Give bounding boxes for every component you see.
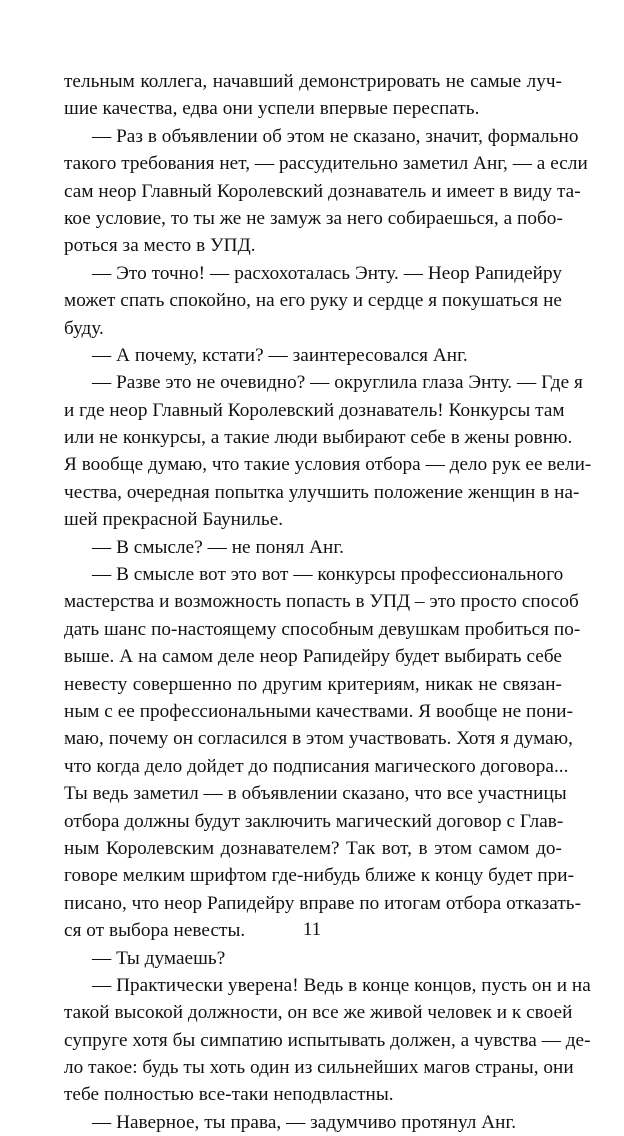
text-line: — В смысле вот это вот — конкурсы профессионального bbox=[92, 564, 564, 586]
text-line: отбора должны будут заключить магический договор с Глав- bbox=[64, 810, 564, 832]
text-line: сам неор Главный Королевский дознаватель и имеет в виду та- bbox=[64, 180, 581, 202]
text-line: ным Королевским дознавателем? Так вот, в этом самом до- bbox=[64, 837, 562, 859]
text-line: кое условие, то ты же не замуж за него собираешься, а побо- bbox=[64, 207, 563, 229]
text-line: может спать спокойно, на его руку и сердце я покушаться не bbox=[64, 290, 562, 312]
text-line: мастерства и возможность попасть в УПД – это просто способ bbox=[64, 591, 579, 613]
text-line: — В смысле? — не понял Анг. bbox=[92, 536, 344, 558]
text-line: дать шанс по-настоящему способным девушкам пробиться по- bbox=[64, 618, 581, 640]
text-line: невесту совершенно по другим критериям, никак не связан- bbox=[64, 673, 562, 695]
text-line: тебе полностью все-таки неподвластны. bbox=[64, 1084, 394, 1106]
text-line: писано, что неор Рапидейру вправе по итогам отбора отказать- bbox=[64, 892, 582, 914]
text-line: или не конкурсы, а такие люди выбирают себе в жены ровню. bbox=[64, 427, 573, 449]
text-line: — Разве это не очевидно? — округлила глаза Энту. — Где я bbox=[92, 372, 583, 394]
text-line: ся от выбора невесты. bbox=[64, 920, 246, 942]
text-line: — Практически уверена! Ведь в конце концов, пусть он и на bbox=[92, 974, 591, 996]
text-line: — Ты думаешь? bbox=[92, 947, 226, 969]
text-line: шей прекрасной Баунилье. bbox=[64, 509, 284, 531]
text-line: — А почему, кстати? — заинтересовался Анг. bbox=[92, 344, 468, 366]
text-line: — Раз в объявлении об этом не сказано, значит, формально bbox=[92, 125, 579, 147]
body-text bbox=[64, 68, 592, 1136]
text-line: ло такое: будь ты хоть один из сильнейших магов страны, они bbox=[64, 1057, 574, 1079]
text-line: говоре мелким шрифтом где-нибудь ближе к концу будет при- bbox=[64, 865, 575, 887]
text-line: маю, почему он согласился в этом участвовать. Хотя я думаю, bbox=[64, 728, 573, 750]
text-line: шие качества, едва они успели впервые переспать. bbox=[64, 98, 480, 120]
text-line: такой высокой должности, он все же живой человек и к своей bbox=[64, 1002, 573, 1024]
text-line: тельным коллега, начавший демонстрировать не самые луч- bbox=[64, 71, 562, 92]
page-number: 11 bbox=[302, 919, 322, 940]
text-line: Ты ведь заметил — в объявлении сказано, что все участницы bbox=[64, 783, 567, 805]
text-line: буду. bbox=[64, 317, 104, 339]
text-line: что когда дело дойдет до подписания магического договора... bbox=[64, 755, 569, 777]
text-line: выше. А на самом деле неор Рапидейру будет выбирать себе bbox=[64, 646, 562, 668]
text-line: и где неор Главный Королевский дознаватель! Конкурсы там bbox=[64, 399, 565, 421]
text-line: роться за место в УПД. bbox=[64, 235, 256, 257]
text-line: чества, очередная попытка улучшить положение женщин в на- bbox=[64, 481, 580, 503]
text-line: супруге хотя бы симпатию испытывать должен, а чувства — де- bbox=[64, 1029, 591, 1051]
text-line: такого требования нет, — рассудительно заметил Анг, — а если bbox=[64, 153, 588, 175]
text-line: ным с ее профессиональными качествами. Я вообще не пони- bbox=[64, 700, 574, 722]
text-line: — Это точно! — расхохоталась Энту. — Неор Рапидейру bbox=[92, 262, 562, 284]
text-line: Я вообще думаю, что такие условия отбора — дело рук ее вели- bbox=[64, 454, 592, 476]
text-line: — Наверное, ты права, — задумчиво протянул Анг. bbox=[92, 1111, 517, 1133]
